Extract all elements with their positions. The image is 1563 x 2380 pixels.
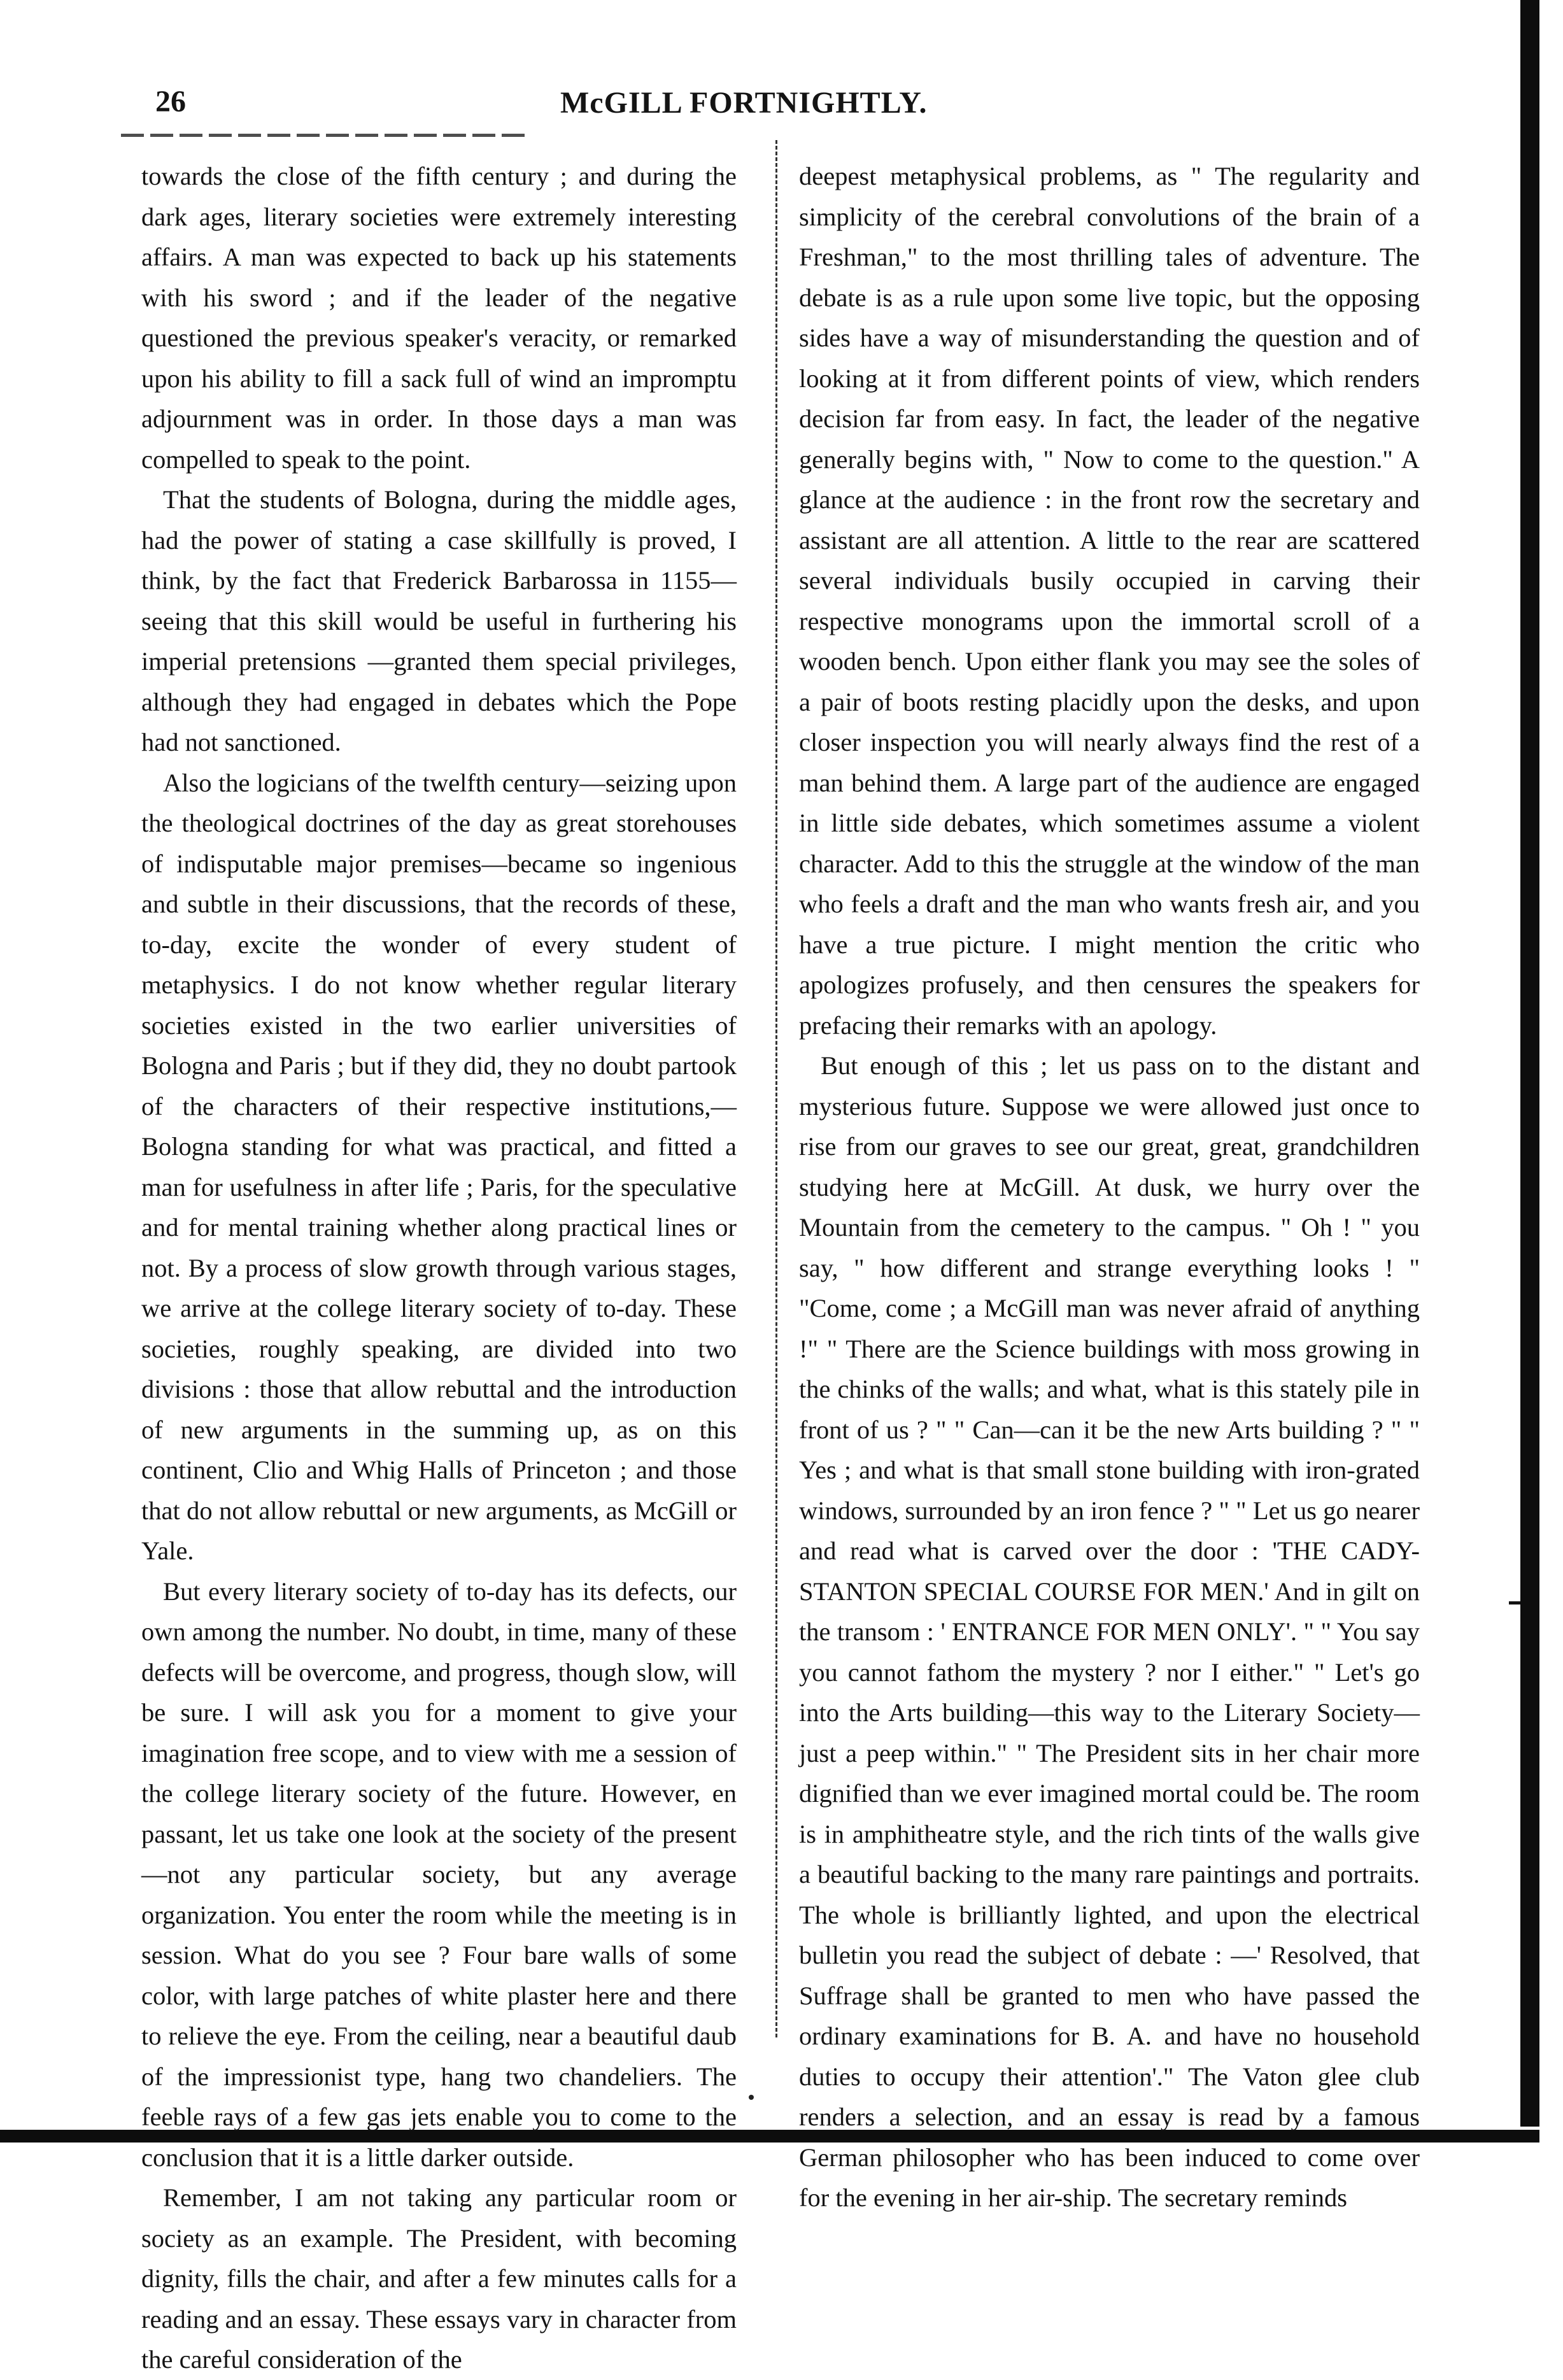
column-divider [775,140,777,2037]
header-rule [121,134,528,137]
paragraph: Also the logicians of the twelfth century—seizing upon the theological doctrines of the day as great storehouses of indisputable major premises—became so ingenious and subtle in their discussions, that the records of these, to-day, excite the wonder of every student of metaphysics. I do not know whether regular literary societies existed in the two earlier universities of Bologna and Paris ; but if they did, they no doubt partook of the characters of their respective institutions,—Bologna standing for what was practical, and fitted a man for usefulness in after life ; Paris, for the speculative and for mental training whether along practical lines or not. By a process of slow growth through various stages, we arrive at the college literary society of to-day. These societies, roughly speaking, are divided into two divisions : those that allow rebuttal and the introduction of new arguments in the summing up, as on this continent, Clio and Whig Halls of Princeton ; and those that do not allow rebuttal or new arguments, as McGill or Yale. [141,768,737,1565]
margin-mark [1509,1601,1520,1604]
print-mark [749,2095,754,2100]
paragraph: Remember, I am not taking any particular room or society as an example. The President, with becoming dignity, fills the chair, and after a few minutes calls for a reading and an essay. These essays vary in character from the careful consideration of the [141,2183,737,2374]
running-head: McGILL FORTNIGHTLY. [560,86,928,120]
paragraph: deepest metaphysical problems, as " The regularity and simplicity of the cerebral convolutions of the brain of a Freshman," to the most thrilling tales of adventure. The debate is as a rule upon some live topic, but the opposing sides have a way of misunderstanding the question and of looking at it from different points of view, which renders decision far from easy. In fact, the leader of the negative generally begins with, " Now to come to the question." A glance at the audience : in the front row the secretary and assistant are all attention. A little to the rear are scattered several individuals busily occupied in carving their respective monograms upon the immortal scroll of a wooden bench. Upon either flank you may see the soles of a pair of boots resting placidly upon the desks, and upon closer inspection you will nearly always find the rest of a man behind them. A large part of the audience are engaged in little side debates, which sometimes assume a violent character. Add to this the struggle at the window of the man who feels a draft and the man who wants fresh air, and you have a true picture. I might mention the critic who apologizes profusely, and then censures the speakers for prefacing their remarks with an apology. [799,162,1420,1040]
paragraph: That the students of Bologna, during the middle ages, had the power of stating a case skillfully is proved, I think, by the fact that Frederick Barbarossa in 1155—seeing that this skill would be useful in furthering his imperial pretensions —granted them special privileges, although they had engaged in debates which the Pope had not sanctioned. [141,485,737,756]
left-column [141,156,737,2380]
scan-edge-right [1520,0,1539,2127]
paragraph: towards the close of the fifth century ; and during the dark ages, literary societies were extremely interesting affairs. A man was expected to back up his statements with his sword ; and if the leader of the negative questioned the previous speaker's veracity, or remarked upon his ability to fill a sack full of wind an impromptu adjournment was in order. In those days a man was compelled to speak to the point. [141,162,737,474]
right-column [799,156,1420,2218]
paragraph: But enough of this ; let us pass on to the distant and mysterious future. Suppose we were allowed just once to rise from our graves to see our great, great, grandchildren studying here at McGill. At dusk, we hurry over the Mountain from the cemetery to the campus. " Oh ! " you say, " how different and strange everything looks ! " "Come, come ; a McGill man was never afraid of anything !" " There are the Science buildings with moss growing in the chinks of the walls; and what, what is this stately pile in front of us ? " " Can—can it be the new Arts building ? " " Yes ; and what is that small stone building with iron-grated windows, surrounded by an iron fence ? " " Let us go nearer and read what is carved over the door : 'THE CADY-STANTON SPECIAL COURSE FOR MEN.' And in gilt on the transom : ' ENTRANCE FOR MEN ONLY'. " " You say you cannot fathom the mystery ? nor I either." " Let's go into the Arts building—this way to the Literary Society—just a peep within." " The President sits in her chair more dignified than we ever imagined mortal could be. The room is in amphitheatre style, and the rich tints of the walls give a beautiful backing to the many rare paintings and portraits. The whole is brilliantly lighted, and upon the electrical bulletin you read the subject of debate : —' Resolved, that Suffrage shall be granted to men who have passed the ordinary examinations for B. A. and have no household duties to occupy their attention'." The Vaton glee club renders a selection, and an essay is read by a famous German philosopher who has been induced to come over for the evening in her air-ship. The secretary reminds [799,1051,1420,2212]
page-number: 26 [155,85,186,118]
paragraph: But every literary society of to-day has its defects, our own among the number. No doubt, in time, many of these defects will be overcome, and progress, though slow, will be sure. I will ask you for a moment to give your imagination free scope, and to view with me a session of the college literary society of the future. However, en passant, let us take one look at the society of the present—not any particular society, but any average organization. You enter the room while the meeting is in session. What do you see ? Four bare walls of some color, with large patches of white plaster here and there to relieve the eye. From the ceiling, near a beautiful daub of the impressionist type, hang two chandeliers. The feeble rays of a few gas jets enable you to come to the conclusion that it is a little darker outside. [141,1576,737,2172]
